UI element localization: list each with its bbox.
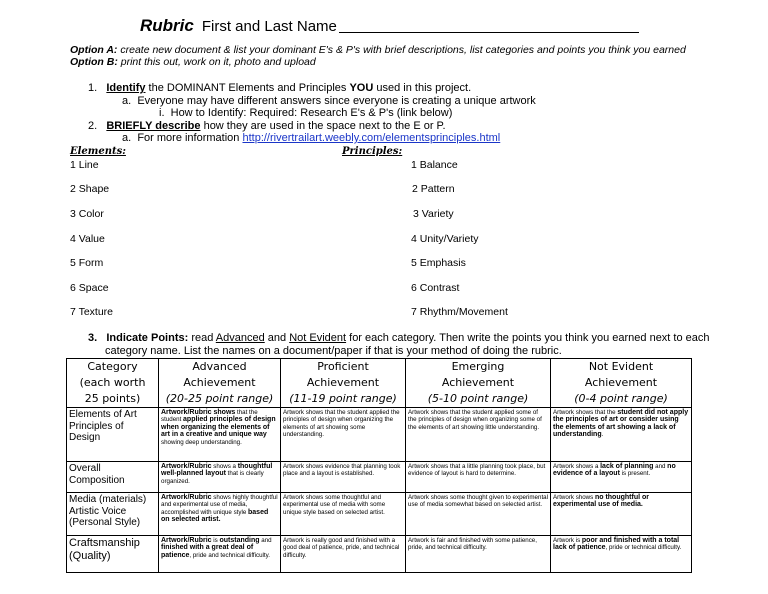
emerging-cell: Artwork is fair and finished with some patience, pride, and technical difficulty.	[406, 536, 551, 573]
rubric-table	[66, 358, 692, 573]
principle-item: 7 Rhythm/Movement	[411, 306, 508, 318]
instruction-step-2a: a. For more information http://rivertrailart.weebly.com/elementsprinciples.html	[122, 132, 501, 144]
table-row	[67, 462, 692, 493]
element-item: 4 Value	[70, 233, 105, 245]
principle-item: 5 Emphasis	[411, 257, 466, 269]
name-label: First and Last Name	[201, 18, 337, 35]
principle-item: 4 Unity/Variety	[411, 233, 479, 245]
advanced-cell: Artwork/Rubric is outstanding and finished with a great deal of patience, pride and technical difficulty.	[159, 536, 281, 573]
category-cell: Media (materials) Artistic Voice (Personal Style)	[67, 493, 159, 536]
rubric-title: Rubric	[140, 16, 194, 35]
element-item: 1 Line	[70, 159, 99, 171]
instruction-step-3-line2: category name. List the names on a document/paper if that is your method of doing the rubric.	[105, 344, 562, 357]
elements-heading: Elements:	[70, 146, 126, 157]
header-category: Category (each worth 25 points)	[67, 359, 159, 408]
name-blank-line	[339, 32, 639, 33]
element-item: 2 Shape	[70, 183, 110, 195]
emerging-cell: Artwork shows that the student applied some of the principles of design when organizing some of the elements of art showing little understanding.	[406, 408, 551, 462]
instruction-step-1: 1. Identify the DOMINANT Elements and Principles YOU used in this project.	[88, 82, 472, 94]
principle-item: 2 Pattern	[412, 183, 455, 195]
instruction-step-2: 2. BRIEFLY describe how they are used in the space next to the E or P.	[88, 119, 446, 132]
header-not-evident: Not Evident Achievement (0-4 point range)	[551, 359, 692, 408]
emerging-cell: Artwork shows that a little planning took place, but evidence of layout is hard to determine.	[406, 462, 551, 493]
principle-item: 6 Contrast	[411, 282, 460, 294]
option-a-text: create new document & list your dominant E's & P's with brief descriptions, list categories and points you think you earned	[120, 44, 686, 56]
proficient-cell: Artwork shows that the student applied the principles of design when organizing the elements of art showing some understanding.	[281, 408, 406, 462]
option-a	[70, 44, 686, 56]
proficient-cell: Artwork shows some thoughtful and experimental use of media with some unique style based on selected artist.	[281, 493, 406, 536]
proficient-cell: Artwork is really good and finished with a good deal of patience, pride, and technical difficulty.	[281, 536, 406, 573]
header-proficient: Proficient Achievement (11-19 point range)	[281, 359, 406, 408]
table-row	[67, 408, 692, 462]
proficient-cell: Artwork shows evidence that planning took place and a layout is established.	[281, 462, 406, 493]
principles-heading: Principles:	[342, 146, 403, 157]
instruction-step-3: 3. Indicate Points: read Advanced and Not Evident for each category. Then write the points you think you earned next to each	[88, 332, 710, 344]
category-cell: Overall Composition	[67, 462, 159, 493]
advanced-cell: Artwork/Rubric shows a thoughtful well-planned layout that is clearly organized.	[159, 462, 281, 493]
rubric-header-row	[67, 359, 692, 408]
emerging-cell: Artwork shows some thought given to experimental use of media somewhat based on selected artist.	[406, 493, 551, 536]
principle-item: 3 Variety	[413, 208, 454, 220]
header-advanced: Advanced Achievement (20-25 point range)	[159, 359, 281, 408]
element-item: 3 Color	[70, 208, 104, 220]
not-evident-cell: Artwork shows a lack of planning and no evidence of a layout is present.	[551, 462, 692, 493]
not-evident-cell: Artwork is poor and finished with a total lack of patience, pride or technical difficulty.	[551, 536, 692, 573]
header-emerging: Emerging Achievement (5-10 point range)	[406, 359, 551, 408]
elements-principles-link[interactable]: http://rivertrailart.weebly.com/elementsprinciples.html	[242, 132, 501, 144]
principle-item: 1 Balance	[411, 159, 458, 171]
page-title	[140, 16, 639, 36]
category-cell: Elements of Art Principles of Design	[67, 408, 159, 462]
option-b	[70, 56, 316, 68]
category-cell: Craftsmanship (Quality)	[67, 536, 159, 573]
not-evident-cell: Artwork shows that the student did not apply the principles of art or consider using the elements of art showing a lack of understanding.	[551, 408, 692, 462]
advanced-cell: Artwork/Rubric shows highly thoughtful and experimental use of media, accomplished with unique style based on selected artist.	[159, 493, 281, 536]
instruction-step-1ai: i. How to Identify: Required: Research E's & P's (link below)	[159, 107, 453, 119]
table-row	[67, 536, 692, 573]
element-item: 7 Texture	[70, 306, 113, 318]
advanced-cell: Artwork/Rubric shows that the student applied principles of design when organizing the elements of art in a creative and unique way showing deep understanding.	[159, 408, 281, 462]
table-row	[67, 493, 692, 536]
instruction-step-1a: a. Everyone may have different answers since everyone is creating a unique artwork	[122, 94, 536, 107]
option-b-label: Option B:	[70, 56, 118, 68]
not-evident-cell: Artwork shows no thoughtful or experimental use of media.	[551, 493, 692, 536]
element-item: 5 Form	[70, 257, 104, 269]
option-b-text: print this out, work on it, photo and upload	[120, 56, 316, 68]
option-a-label: Option A:	[70, 44, 118, 56]
element-item: 6 Space	[70, 282, 109, 294]
